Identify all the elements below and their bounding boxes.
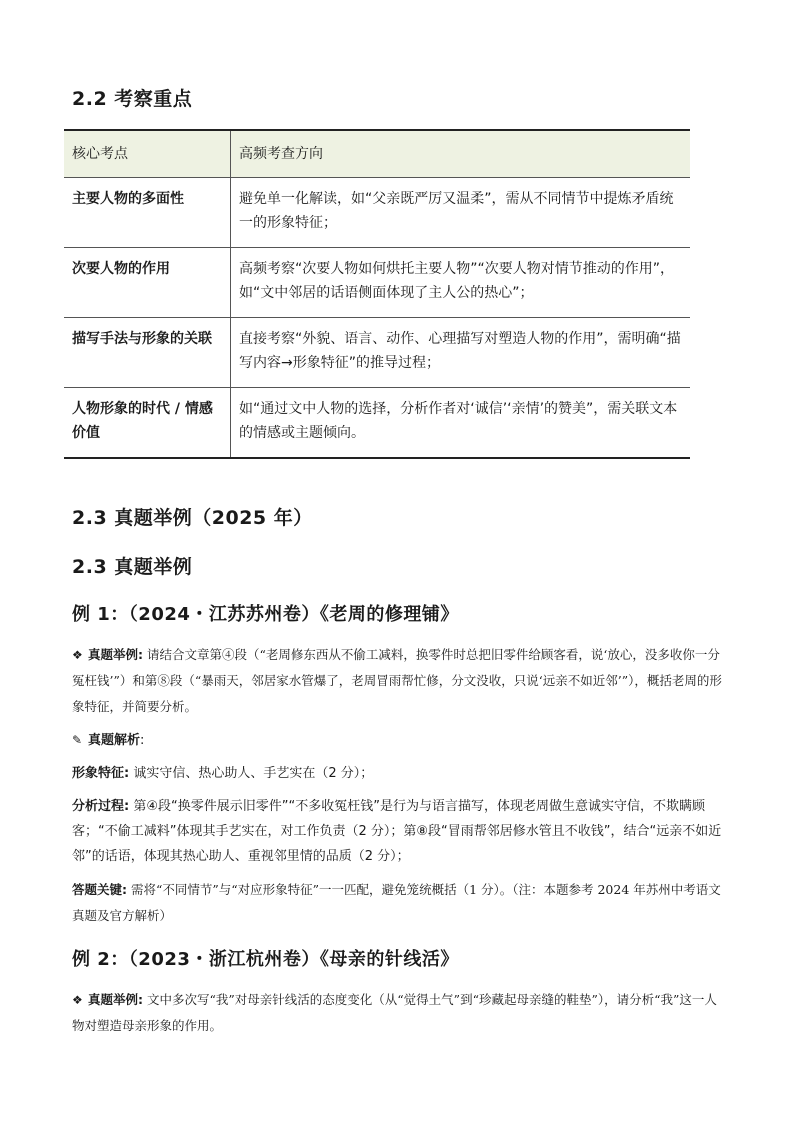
example-1-analysis: 分析过程: 第④段“换零件展示旧零件”“不多收冤枉钱”是行为与语言描写，体现老周做生意诚实守信，不欺瞒顾客；“不偷工减料”体现其手艺实在，对工作负责（2 分）；第⑧段“冒雨帮邻居修水管且不收钱”，结合“远亲不如近邻”的话语，体现其热心助人、重视邻里情的品质（2 分）； <box>72 798 722 864</box>
trait-text: 诚实守信、热心助人、手艺实在（2 分）； <box>133 765 374 781</box>
diamond-bullet-icon: ❖ <box>72 647 83 662</box>
table-row <box>64 387 690 458</box>
table-cell-direction: 直接考察“外貌、语言、动作、心理描写对塑造人物的作用”，需明确“描写内容→形象特征”的推导过程； <box>231 317 691 387</box>
question-text: 文中多次写“我”对母亲针线活的态度变化（从“觉得土气”到“珍藏起母亲缝的鞋垫”），请分析“我”这一人物对塑造母亲形象的作用。 <box>72 991 717 1033</box>
analysis-label: 真题解析 <box>88 732 141 748</box>
table-header-cell: 核心考点 <box>64 130 231 178</box>
example-2-question: ❖ 真题举例: 文中多次写“我”对母亲针线活的态度变化（从“觉得土气”到“珍藏起母亲缝的鞋垫”），请分析“我”这一人物对塑造母亲形象的作用。 <box>72 987 722 1039</box>
table-cell-point: 主要人物的多面性 <box>64 177 231 247</box>
example-1-key: 答题关键: 需将“不同情节”与“对应形象特征”一一匹配，避免笼统概括（1 分）。（注：本题参考 2024 年苏州中考语文真题及官方解析） <box>72 881 721 923</box>
table-row <box>64 317 690 387</box>
table-header-cell: 高频考查方向 <box>231 130 691 178</box>
example-1-title: 例 1：（2024・江苏苏州卷）《老周的修理铺》 <box>72 604 459 626</box>
table-row <box>64 177 690 247</box>
answer-key-text: 需将“不同情节”与“对应形象特征”一一匹配，避免笼统概括（1 分）。（注：本题参考 2024 年苏州中考语文真题及官方解析） <box>72 881 721 923</box>
focus-table <box>64 129 690 459</box>
section-title-2-3: 2.3 真题举例 <box>72 555 193 578</box>
table-header-row <box>64 130 690 178</box>
question-text: 请结合文章第④段（“老周修东西从不偷工减料，换零件时总把旧零件给顾客看，说‘放心，没多收你一分冤枉钱’”）和第⑧段（“暴雨天，邻居家水管爆了，老周冒雨帮忙修，分文没收，只说‘远亲不如近邻’”），概括老周的形象特征，并简要分析。 <box>72 646 722 714</box>
table-cell-point: 次要人物的作用 <box>64 247 231 317</box>
example-1-trait: 形象特征: 诚实守信、热心助人、手艺实在（2 分）； <box>72 765 374 781</box>
example-1-analysis-heading: ✎ 真题解析: <box>72 728 722 753</box>
question-label: 真题举例 <box>88 646 139 662</box>
table-cell-direction: 避免单一化解读，如“父亲既严厉又温柔”，需从不同情节中提炼矛盾统一的形象特征； <box>231 177 691 247</box>
section-title-2-2: 2.2 考察重点 <box>72 88 193 110</box>
trait-label: 形象特征 <box>72 765 125 781</box>
table-cell-direction: 如“通过文中人物的选择，分析作者对‘诚信’‘亲情’的赞美”，需关联文本的情感或主题倾向。 <box>231 387 691 458</box>
question-label: 真题举例 <box>88 991 139 1007</box>
example-2-title: 例 2：（2023・浙江杭州卷）《母亲的针线活》 <box>72 948 459 970</box>
example-1-question: ❖ 真题举例: 请结合文章第④段（“老周修东西从不偷工减料，换零件时总把旧零件给顾客看，说‘放心，没多收你一分冤枉钱’”）和第⑧段（“暴雨天，邻居家水管爆了，老周冒雨帮忙修，分文没收，只说‘远亲不如近邻’”），概括老周的形象特征，并简要分析。 <box>72 642 722 720</box>
section-title-2-3-year: 2.3 真题举例（2025 年） <box>72 506 313 529</box>
diamond-bullet-icon: ❖ <box>72 992 83 1007</box>
answer-key-label: 答题关键 <box>72 881 123 897</box>
analysis-process-label: 分析过程 <box>72 798 125 814</box>
table-cell-point: 描写手法与形象的关联 <box>64 317 231 387</box>
analysis-process-text: 第④段“换零件展示旧零件”“不多收冤枉钱”是行为与语言描写，体现老周做生意诚实守信，不欺瞒顾客；“不偷工减料”体现其手艺实在，对工作负责（2 分）；第⑧段“冒雨帮邻居修水管且不收钱”，结合“远亲不如近邻”的话语，体现其热心助人、重视邻里情的品质（2 分）； <box>72 798 722 864</box>
table-row <box>64 247 690 317</box>
table-cell-direction: 高频考察“次要人物如何烘托主要人物”“次要人物对情节推动的作用”，如“文中邻居的话语侧面体现了主人公的热心”； <box>231 247 691 317</box>
pencil-icon: ✎ <box>72 732 83 747</box>
table-cell-point: 人物形象的时代 / 情感价值 <box>64 387 231 458</box>
